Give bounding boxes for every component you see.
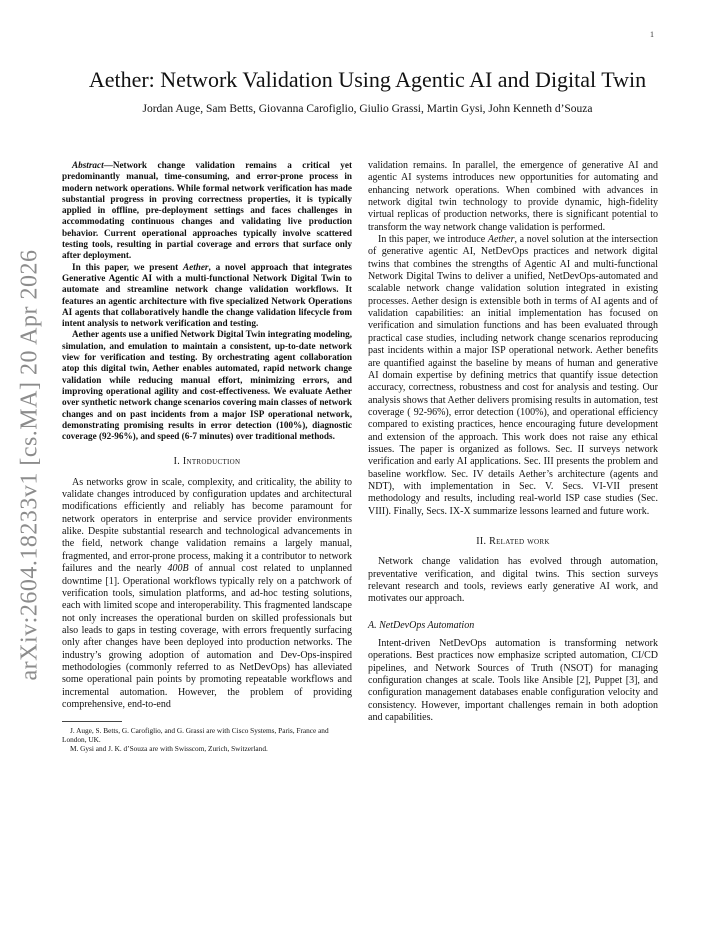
arxiv-identifier: arXiv:2604.18233v1 [cs.MA] 20 Apr 2026: [16, 249, 43, 681]
section-heading-related-work: [368, 536, 658, 548]
paper-title: Aether: Network Validation Using Agentic AI and Digital Twin: [88, 67, 647, 92]
intro-paragraph-1: [62, 477, 352, 712]
section-name: Related work: [489, 535, 550, 547]
abstract-paragraph-1: [62, 160, 352, 262]
intro-text-2a: In this paper, we introduce: [378, 234, 488, 246]
footnote-rule: [62, 721, 122, 722]
abstract-paragraph-2: [62, 262, 352, 330]
intro-paragraph-2: [368, 234, 658, 518]
arxiv-stamp: [18, 250, 42, 680]
intro-paragraph-1-continued: validation remains. In parallel, the emergence of generative AI and agentic AI systems introduces new opportunities for automating and enhancing network operations. When combined with advances in network digital twin technology to provide dynamic, high-fidelity virtual replicas of production networks, there is significant potential to transform the way network change validation is performed.: [368, 160, 658, 233]
abstract-paragraph-3: Aether agents use a unified Network Digital Twin integrating modeling, simulation, and emulation to maintain a consistent, up-to-date network view for verification and testing. By orchestrating agent collaboration atop this digital twin, Aether enables automated, rapid network change validation while reducing manual effort, minimizing errors, and improving operational agility and cost-effectiveness. We evaluate Aether over synthetic network change scenarios covering main classes of network changes and on past incidents from a major ISP operational network, demonstrating promising results in error detection (100%), diagnostic coverage (92-96%), and speed (6-7 minutes) over traditional methods.: [62, 329, 352, 442]
section-heading-introduction: [62, 456, 352, 468]
intro-text-1a: As networks grow in scale, complexity, and criticality, the ability to validate changes introduced by configuration updates and architectural modifications efficiently and reliably has become paramount for network operators in enterprise and service provider environments alike. Despite substantial research and technological advancements in the field, network change validation remains a largely manual, fragmented, and error-prone process, making it a contributor to network failures and the nearly: [62, 476, 352, 575]
introduction-body: [62, 477, 352, 712]
related-work-body: [368, 556, 658, 605]
right-column: [368, 160, 658, 724]
abstract-label: Abstract: [72, 160, 104, 170]
footnote-affiliation-swisscom: M. Gysi and J. K. d’Souza are with Swisscom, Zurich, Switzerland.: [70, 744, 268, 754]
footnotes: [62, 726, 352, 753]
abstract-system-name: Aether: [182, 261, 209, 272]
page-number: 1: [650, 30, 654, 39]
subsection-heading-netdevops: A. NetDevOps Automation: [368, 619, 475, 631]
related-paragraph-1: Network change validation has evolved through automation, preventative verification, and digital twins. This section surveys relevant research and tools, reviews early generative AI work, and motivates our approach.: [368, 556, 658, 605]
netdevops-body: [368, 638, 658, 724]
abstract: [62, 160, 352, 442]
intro-text-2b: , a novel solution at the intersection of generative agentic AI, NetDevOps practices and network digital twins that combines the strengths of Agentic AI and multi-functional Network Digital Twins to deliver a unified, NetDevOps-automated and scalable network change validation solution integrated in existing processes. Aether design is extensible both in terms of AI agents and of validation capabilities: an initial implementation has focused on verification and simulation functions and has been evaluated through practical case studies, including network change scenarios reproducing past incidents within a major ISP operational network. Aether benefits are quantified against the baseline by means of human and generative AI domain expertise by defining metrics that quantify issue detection accuracy, correctness, robustness and cost for analysis and testing. Our analysis shows that Aether delivers promising results in automation, test coverage ( 92-96%), error detection (100%), and operational efficiency compared to existing practices, hence encouraging future development and extension of the approach. This work does not raise any ethical issues. The paper is organized as follows. Sec. II surveys network verification and early AI applications. Sec. III presents the problem and baseline workflow. Sec. IV details Aether’s architecture (agents and NDT), with implementation in Sec. V. Secs. VI-VII present methodology and results, including real-world ISP case studies (Sec. VIII). Finally, Secs. IX-X summarize lessons learned and future work.: [368, 234, 658, 517]
author-list: Jordan Auge, Sam Betts, Giovanna Carofiglio, Giulio Grassi, Martin Gysi, John Kenneth d’Souza: [142, 103, 593, 115]
netdevops-paragraph-1: Intent-driven NetDevOps automation is transforming network operations. Best practices now emphasize scripted automation, CI/CD pipelines, and Network Sources of Truth (NSOT) for managing configuration changes at scale. Tools like Ansible [2], Puppet [3], and configuration management databases enable configuration velocity and consistency. However, important challenges remain in both adoption and capabilities.: [368, 638, 658, 724]
section-number: II.: [476, 535, 490, 547]
intro-math: 400B: [167, 563, 189, 575]
section-number: I.: [173, 456, 183, 468]
left-column: [62, 160, 352, 753]
abstract-text-2a: In this paper, we present: [72, 261, 183, 272]
section-name: Introduction: [182, 456, 241, 468]
intro-text-1b: of annual cost related to unplanned downtime [1]. Operational workflows typically rely on a patchwork of verification tools, simulation platforms, and ad-hoc testing solutions, each with limited scope and interoperability. This fragmented landscape not only increases the operational burden on skilled professionals but also leads to gaps in testing coverage, with errors frequently surfacing only after changes have been deployed into production networks. The industry’s growing adoption of automation and Dev-Ops-inspired methodologies (commonly referred to as NetDevOps) has alleviated some operational pain points by promoting repeatable workflows and incremental automation. However, the problem of providing comprehensive, end-to-end: [62, 563, 352, 710]
introduction-body-continued: [368, 160, 658, 518]
abstract-text-1: —Network change validation remains a critical yet predominantly manual, time-consuming, and error-prone process in modern network operations. While formal network verification has made substantial progress in proving correctness properties, it is typically applied in offline, pre-deployment settings and faces challenges in accommodating continuous changes and validating live production behavior. Current operational approaches typically involve scattered testing tools, resulting in partial coverage and errors that surface only after deployment.: [62, 160, 352, 261]
intro-system-name: Aether: [487, 234, 515, 246]
footnote-affiliation-cisco: J. Auge, S. Betts, G. Carofiglio, and G. Grassi are with Cisco Systems, Paris, France and London, UK.: [62, 726, 329, 745]
abstract-text-2b: , a novel approach that integrates Generative Agentic AI with a multi-functional Network Digital Twin to automate and streamline network change validation workflows. It features an agentic architecture with five specialized Network Operations AI agents that collaboratively handle the change validation lifecycle from intent analysis to network verification and testing.: [62, 261, 352, 329]
